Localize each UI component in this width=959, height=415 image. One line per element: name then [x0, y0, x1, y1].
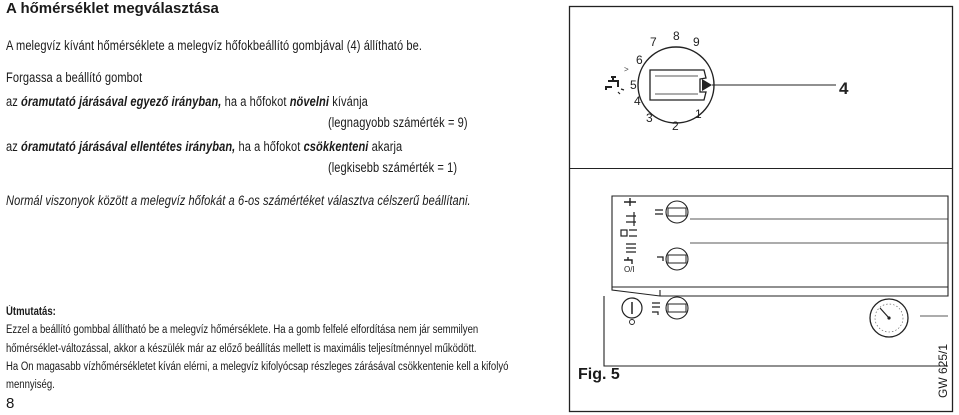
- dial-number: 9: [693, 35, 700, 49]
- decrease-word: csökkenteni: [303, 139, 369, 154]
- svg-text:>: >: [624, 65, 629, 74]
- instruction-4-mid: ha a hőfokot: [235, 139, 304, 154]
- callout-number: 4: [839, 79, 849, 98]
- section-title: A hőmérséklet megválasztása: [6, 0, 219, 17]
- heating-knob: [655, 201, 688, 223]
- pressure-gauge: [870, 299, 908, 337]
- page-number: 8: [6, 395, 15, 412]
- instruction-4-prefix: az: [6, 139, 22, 154]
- hot-water-tap-icon: [606, 77, 624, 94]
- power-label: O/I: [624, 265, 635, 274]
- dial-number: 2: [672, 119, 679, 133]
- counterclockwise-phrase: óramutató járásával ellentétes irányban,: [21, 139, 236, 154]
- dial-number: 8: [673, 29, 680, 43]
- lower-knob: [652, 297, 688, 319]
- instruction-line-1: Forgassa a beállító gombot: [6, 70, 143, 85]
- note-line-2: hőmérséklet-változással, akkor a készülék már az előző beállítás mellett is maximális teljesítménnyel működött.: [6, 343, 477, 355]
- instruction-2-mid: ha a hőfokot: [221, 94, 290, 109]
- clockwise-phrase: óramutató járásával egyező irányban,: [21, 94, 222, 109]
- instruction-2-suffix: kívánja: [329, 94, 368, 109]
- note-line-1: Ezzel a beállító gombbal állítható be a melegvíz hőmérséklete. Ha a gomb felfelé elfordítása nem jár semmilyen: [6, 324, 479, 336]
- dial-number: 3: [646, 111, 653, 125]
- note-line-4: mennyiség.: [6, 379, 55, 391]
- dial-number: 7: [650, 35, 657, 49]
- dial-number: 1: [695, 107, 702, 121]
- knob-grip: [650, 70, 706, 100]
- boiler-appliance: [604, 196, 948, 366]
- figure-caption: Fig. 5: [578, 366, 620, 383]
- note-line-3: Ha Ön magasabb vízhőmérsékletet kíván elérni, a melegvíz kifolyócsap részleges zárásával csökkentenie kell a kifolyó: [6, 361, 509, 373]
- panel-symbols: [621, 198, 637, 274]
- dial-number: 6: [636, 53, 643, 67]
- increase-word: növelni: [289, 94, 330, 109]
- main-switch: [622, 298, 642, 325]
- dial-number: 5: [630, 78, 637, 92]
- min-value-note: (legkisebb számérték = 1): [328, 160, 458, 175]
- normal-setting-text: Normál viszonyok között a melegvíz hőfokát a 6-os számértéket választva célszerű beállítani.: [6, 193, 471, 208]
- instruction-4-suffix: akarja: [368, 139, 403, 154]
- max-value-note: (legnagyobb számérték = 9): [328, 115, 468, 130]
- dial-number: 4: [634, 94, 641, 108]
- instruction-2-prefix: az: [6, 94, 22, 109]
- note-heading: Útmutatás:: [6, 306, 56, 318]
- hot-water-knob: [657, 248, 688, 270]
- intro-text: A melegvíz kívánt hőmérséklete a melegvíz hőfokbeállító gombjával (4) állítható be.: [6, 38, 422, 53]
- figure-code: GW 625/1: [936, 343, 950, 398]
